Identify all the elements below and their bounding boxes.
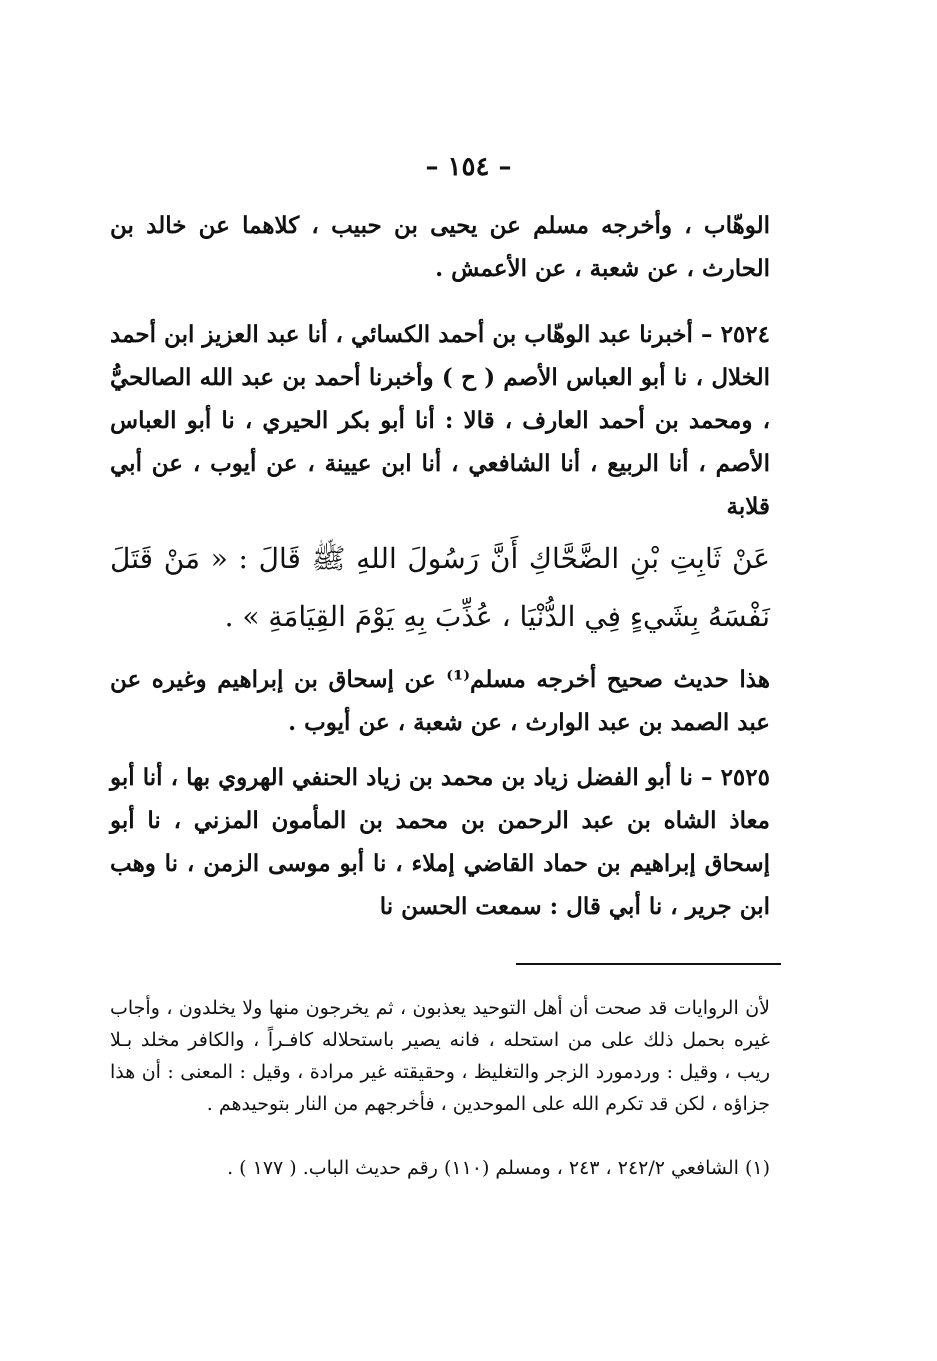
footnote-continuation: لأن الروايات قد صحت أن أهل التوحيد يعذبون ، ثم يخرجون منها ولا يخلدون ، وأجاب غيره بحمل ذلك على من استحله ، فانه يصير باستحلاله كافـراً ، والكافر مخلد بـلا ريب ، وقيل : وردمورد الزجر والتغليظ ، وحقيقته غير مرادة ، وقيل : المعنى : أن هذا جزاؤه ، لكن قد تكرم الله على الموحدين ، فأخرجهم من النار بتوحيدهم . xyxy=(110,997,770,1115)
footnote-divider xyxy=(516,963,781,965)
paragraph-takhrij: هذا حديث صحيح أخرجه مسلم⁽¹⁾ عن إسحاق بن إبراهيم وغيره عن عبد الصمد بن عبد الوارث ، عن شعبة ، عن أيوب . xyxy=(110,666,770,736)
page-number: – ١٥٤ – xyxy=(425,152,512,182)
paragraph-2524-isnad: ٢٥٢٤ – أخبرنا عبد الوهّاب بن أحمد الكسائي ، أنا عبد العزيز ابن أحمد الخلال ، نا أبو العباس الأصم ( ح ) وأخبرنا أحمد بن عبد الله الصالحيُّ ، ومحمد بن أحمد العارف ، قالا : أنا أبو بكر الحيري ، نا أبو العباس الأصم ، أنا الربيع ، أنا الشافعي ، أنا ابن عيينة ، عن أيوب ، عن أبي قلابة xyxy=(110,321,770,520)
paragraph-2525-isnad: ٢٥٢٥ – نا أبو الفضل زياد بن محمد بن زياد الحنفي الهروي بها ، أنا أبو معاذ الشاه بن عبد الرحمن بن محمد بن المأمون المزني ، نا أبو إسحاق إبراهيم بن حماد القاضي إملاء ، نا أبو موسى الزمن ، نا وهب ابن جرير ، نا أبي قال : سمعت الحسن نا xyxy=(110,764,770,920)
paragraph-continuation: الوهّاب ، وأخرجه مسلم عن يحيى بن حبيب ، كلاهما عن خالد بن الحارث ، عن شعبة ، عن الأعمش . xyxy=(110,212,770,282)
footnote-1: (١) الشافعي ٢٤٢/٢ ، ٢٤٣ ، ومسلم (١١٠) رقم حديث الباب. ( ١٧٧ ) . xyxy=(227,1157,770,1179)
hadith-text: عَنْ ثَابِتِ بْنِ الضَّحَّاكِ أَنَّ رَسُولَ اللهِ ﷺ قَالَ : « مَنْ قَتَلَ نَفْسَهُ بِشَيءٍ فِي الدُّنْيَا ، عُذِّبَ بِهِ يَوْمَ القِيَامَةِ » . xyxy=(110,542,770,633)
